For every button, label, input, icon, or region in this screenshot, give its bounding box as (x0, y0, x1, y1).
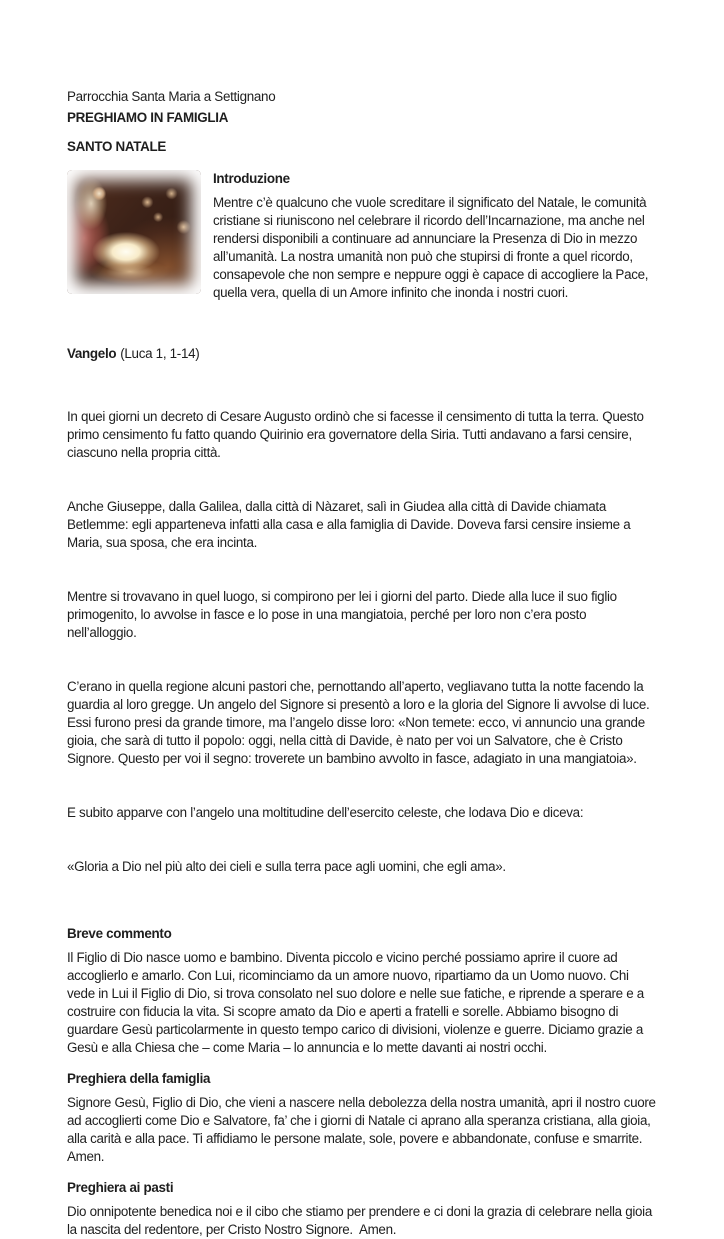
gospel-title: Vangelo (67, 346, 117, 361)
intro-column (213, 170, 657, 315)
intro-heading: Introduzione (213, 171, 290, 186)
gospel-line: E subito apparve con l’angelo una moltitudine dell’esercito celeste, che lodava Dio e diceva: (67, 805, 584, 820)
gospel-reference: (Luca 1, 1-14) (120, 346, 200, 361)
document-header (67, 86, 657, 157)
gospel-text (67, 372, 657, 912)
family-prayer-paragraph: Signore Gesù, Figlio di Dio, che vieni a nascere nella debolezza della nostra umanità, apri il nostro cuore ad accoglierti come Dio e Salvatore, fa’ che i giorni di Natale ci aprano alla speranza cristiana, alla gioia, alla carità e alla pace. Ti affidiamo le persone malate, sole, povere e abbandonate, confuse e smarrite. Amen. (67, 1095, 660, 1164)
gospel-line: In quei giorni un decreto di Cesare Augusto ordinò che si facesse il censimento di tutta la terra. Questo primo censimento fu fatto quando Quirinio era governatore della Siria. Tutti andavano a farsi censire, ciascuno nella propria città. (67, 409, 648, 460)
meal-prayer-paragraph: Dio onnipotente benedica noi e il cibo che stiamo per prendere e ci doni la grazia di celebrare nella gioia la nascita del redentore, per Cristo Nostro Signore. Amen. (67, 1204, 656, 1237)
intro-section (67, 170, 657, 315)
parish-name: Parrocchia Santa Maria a Settignano (67, 89, 276, 104)
gospel-line: C’erano in quella regione alcuni pastori che, pernottando all’aperto, vegliavano tutta la notte facendo la guardia al loro gregge. Un angelo del Signore si presentò a loro e la gloria del Signore li avvolse di luce. Essi furono presi da grande timore, ma l’angelo disse loro: «Non temete: ecco, vi annuncio una grande gioia, che sarà di tutto il popolo: oggi, nella città di Davide, è nato per voi un Salvatore, che è Cristo Signore. Questo per voi il segno: troverete un bambino avvolto in fasce, adagiato in una mangiatoia». (67, 679, 653, 766)
gospel-heading (67, 345, 657, 363)
nativity-image (67, 170, 201, 294)
comment-heading: Breve commento (67, 926, 172, 941)
gospel-line: Anche Giuseppe, dalla Galilea, dalla città di Nàzaret, salì in Giudea alla città di Davide chiamata Betlemme: egli apparteneva infatti alla casa e alla famiglia di Davide. Doveva farsi censire insieme a Maria, sua sposa, che era incinta. (67, 499, 634, 550)
gospel-line: Mentre si trovavano in quel luogo, si compirono per lei i giorni del parto. Diede alla luce il suo figlio primogenito, lo avvolse in fasce e lo pose in una mangiatoia, perché per loro non c’era posto nell’alloggio. (67, 589, 621, 640)
series-title: PREGHIAMO IN FAMIGLIA (67, 110, 229, 125)
gospel-line: «Gloria a Dio nel più alto dei cieli e sulla terra pace agli uomini, che egli ama». (67, 859, 506, 874)
intro-paragraph: Mentre c’è qualcuno che vuole screditare il significato del Natale, le comunità cristiane si riuniscono nel celebrare il ricordo dell’Incarnazione, ma anche nel rendersi disponibili a continuare ad annunciare la Presenza di Dio in mezzo all’umanità. La nostra umanità non può che stupirsi di fronte a quel ricordo, consapevole che non sempre e neppure oggi è capace di accogliere la Pace, quella vera, quella di un Amore infinito che inonda i nostri cuori. (213, 195, 652, 300)
meal-prayer-heading: Preghiera ai pasti (67, 1180, 174, 1195)
comment-paragraph: Il Figlio di Dio nasce uomo e bambino. Diventa piccolo e vicino perché possiamo aprire il cuore ad accoglierlo e amarlo. Con Lui, ricominciamo da un amore nuovo, ripartiamo da un Uomo nuovo. Chi vede in Lui il Figlio di Dio, si trova consolato nel suo dolore e nelle sue fatiche, e riprende a sperare e a costruire con fiducia la vita. Si scopre amato da Dio e aperti a fratelli e sorelle. Abbiamo bisogno di guardare Gesù particolarmente in questo tempo carico di divisioni, violenze e guerre. Diciamo grazie a Gesù e alla Chiesa che – come Maria – lo annuncia e lo mette davanti ai nostri occhi. (67, 950, 648, 1055)
feast-title: SANTO NATALE (67, 139, 167, 154)
family-prayer-heading: Preghiera della famiglia (67, 1071, 211, 1086)
